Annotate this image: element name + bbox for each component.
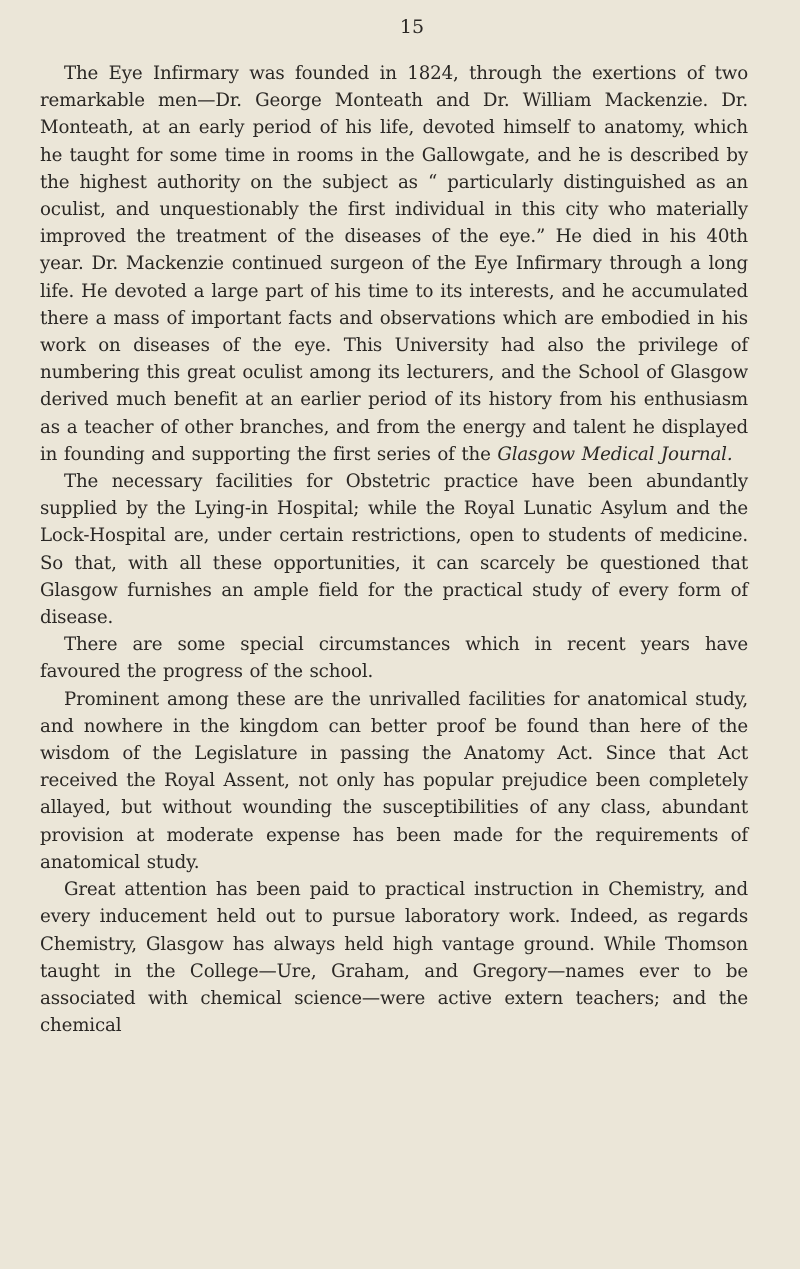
journal-title: Glasgow Medical Journal. — [497, 443, 733, 465]
page-number: 15 — [399, 16, 425, 38]
paragraph-text: There are some special circumstances which in recent years have favoured the progress of the school. — [40, 634, 748, 683]
paragraph-special-circumstances — [40, 631, 748, 685]
body-text — [40, 60, 748, 1039]
paragraph-text: Prominent among these are the unrivalled facilities for anatomical study, and nowhere in the kingdom can better proof be found than here of the wisdom of the Legislature in passing the Anatomy Act. Since that Act received the Royal Assent, not only has popular prejudice been completely allayed, but without wounding the susceptibilities of any class, abundant provision at moderate expense has been made for the requirements of anatomical study. — [40, 688, 748, 873]
paragraph-text: Great attention has been paid to practical instruction in Chemistry, and every inducement held out to pursue laboratory work. Indeed, as regards Chemistry, Glasgow has always held high vantage ground. While Thomson taught in the College—Ure, Graham, and Gregory—names ever to be associated with chemical science—were active extern teachers; and the chemical — [40, 879, 748, 1037]
paragraph-chemistry — [40, 876, 748, 1039]
paragraph-eye-infirmary — [40, 60, 748, 468]
paragraph-obstetric — [40, 468, 748, 631]
paragraph-anatomy — [40, 686, 748, 876]
paragraph-text: The necessary facilities for Obstetric practice have been abundantly supplied by the Lying-in Hospital; while the Royal Lunatic Asylum and the Lock-Hospital are, under certain restrictions, open to students of medicine. So that, with all these opportunities, it can scarcely be questioned that Glasgow furnishes an ample field for the practical study of every form of disease. — [40, 471, 748, 629]
paragraph-text: The Eye Infirmary was founded in 1824, through the exertions of two remarkable men—Dr. George Monteath and Dr. William Mackenzie. Dr. Monteath, at an early period of his life, devoted himself to anatomy, which he taught for some time in rooms in the Gallowgate, and he is described by the highest authority on the subject as “ particularly distinguished as an oculist, and unquestionably the first individual in this city who materially improved the treatment of the diseases of the eye.” He died in his 40th year. Dr. Mackenzie continued surgeon of the Eye Infirmary through a long life. He devoted a large part of his time to its interests, and he accumulated there a mass of important facts and observations which are embodied in his work on diseases of the eye. This University had also the privilege of numbering this great oculist among its lecturers, and the School of Glasgow derived much benefit at an earlier period of its history from his enthusiasm as a teacher of other branches, and from the energy and talent he displayed in founding and supporting the first series of the — [40, 63, 748, 465]
